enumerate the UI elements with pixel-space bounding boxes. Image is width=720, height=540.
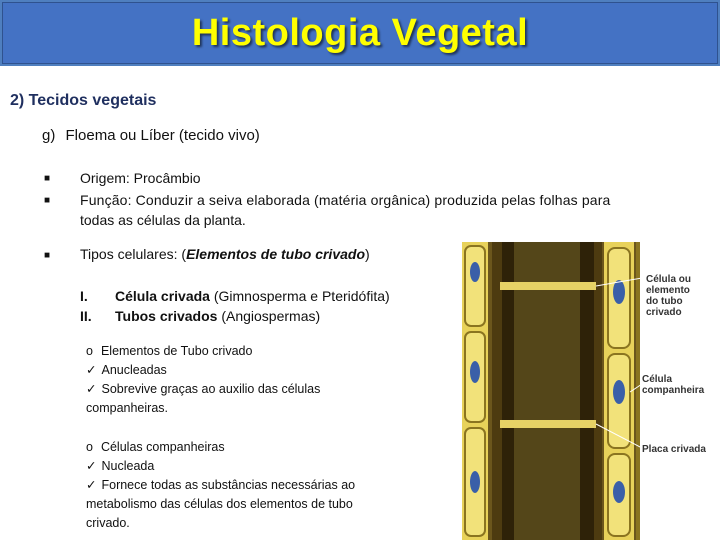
check-icon: ✓ — [86, 459, 97, 473]
type-numeral-2: II. — [80, 308, 92, 324]
tipos-italic: Elementos de tubo crivado — [186, 246, 366, 262]
type-detail-2: (Angiospermas) — [221, 308, 321, 324]
origem-text: Origem: Procâmbio — [80, 170, 201, 186]
companheiras-item-1-text: Nucleada — [101, 459, 155, 473]
type-detail-1: (Gimnosperma e Pteridófita) — [213, 288, 390, 304]
hollow-circle-icon: o — [86, 344, 93, 358]
subsection-marker: g) — [42, 127, 56, 144]
figure-caption-sieve-cell-line4: crivado — [646, 307, 682, 318]
tipos-prefix: Tipos celulares: ( — [80, 246, 187, 262]
type-item-1 — [115, 286, 390, 306]
companheiras-item-2-text: Fornece todas as substâncias necessárias ao — [101, 478, 356, 492]
elementos-item-1-text: Anucleadas — [101, 363, 167, 377]
check-icon: ✓ — [86, 363, 97, 377]
square-bullet-icon: ■ — [44, 250, 51, 261]
square-bullet-icon: ■ — [44, 195, 51, 206]
companheiras-heading — [86, 438, 225, 457]
subsection-note: (tecido vivo) — [178, 127, 260, 144]
figure-caption-sieve-plate: Placa crivada — [642, 444, 706, 455]
type-numeral-1: I. — [80, 288, 88, 304]
square-bullet-icon: ■ — [44, 173, 51, 184]
companheiras-item-2 — [86, 476, 355, 495]
check-icon: ✓ — [86, 478, 97, 492]
elementos-item-2-text: Sobrevive graças ao auxilio das células — [101, 382, 321, 396]
companheiras-continuation-2: crivado. — [86, 516, 130, 530]
elementos-item-2 — [86, 380, 320, 399]
figure-caption-sieve-cell-line2: elemento — [646, 285, 690, 296]
figure-caption-sieve-cell-line1: Célula ou — [646, 274, 692, 285]
subsection-title: Floema ou Líber — [65, 127, 175, 144]
subsection-heading — [42, 127, 260, 144]
figure-caption-companion-line1: Célula — [642, 374, 673, 385]
type-name-2: Tubos crivados — [115, 308, 218, 324]
hollow-circle-icon: o — [86, 440, 93, 454]
elementos-continuation: companheiras. — [86, 401, 168, 415]
figure-caption-companion-line2: companheira — [642, 385, 705, 396]
type-name-1: Célula crivada — [115, 288, 210, 304]
tipos-suffix: ) — [365, 246, 370, 262]
funcao-text-line2: todas as células da planta. — [80, 212, 246, 228]
elementos-heading — [86, 342, 252, 361]
funcao-text-line1: Função: Conduzir a seiva elaborada (matéria orgânica) produzida pelas folhas para — [80, 192, 611, 208]
type-item-2 — [115, 306, 320, 326]
elementos-heading-text: Elementos de Tubo crivado — [100, 344, 253, 358]
elementos-item-1 — [86, 361, 167, 380]
section-heading: 2) Tecidos vegetais — [10, 92, 157, 109]
page-title: Histologia Vegetal — [191, 12, 529, 54]
companheiras-item-1 — [86, 457, 154, 476]
figure-caption-sieve-cell-line3: do tubo — [646, 296, 683, 307]
figure-caption-sieve-cell — [646, 274, 691, 318]
figure-caption-companion — [642, 374, 704, 396]
companheiras-continuation-1: metabolismo das células dos elementos de tubo — [86, 497, 353, 511]
check-icon: ✓ — [86, 382, 97, 396]
tipos-text — [80, 244, 370, 264]
companheiras-heading-text: Células companheiras — [100, 440, 225, 454]
